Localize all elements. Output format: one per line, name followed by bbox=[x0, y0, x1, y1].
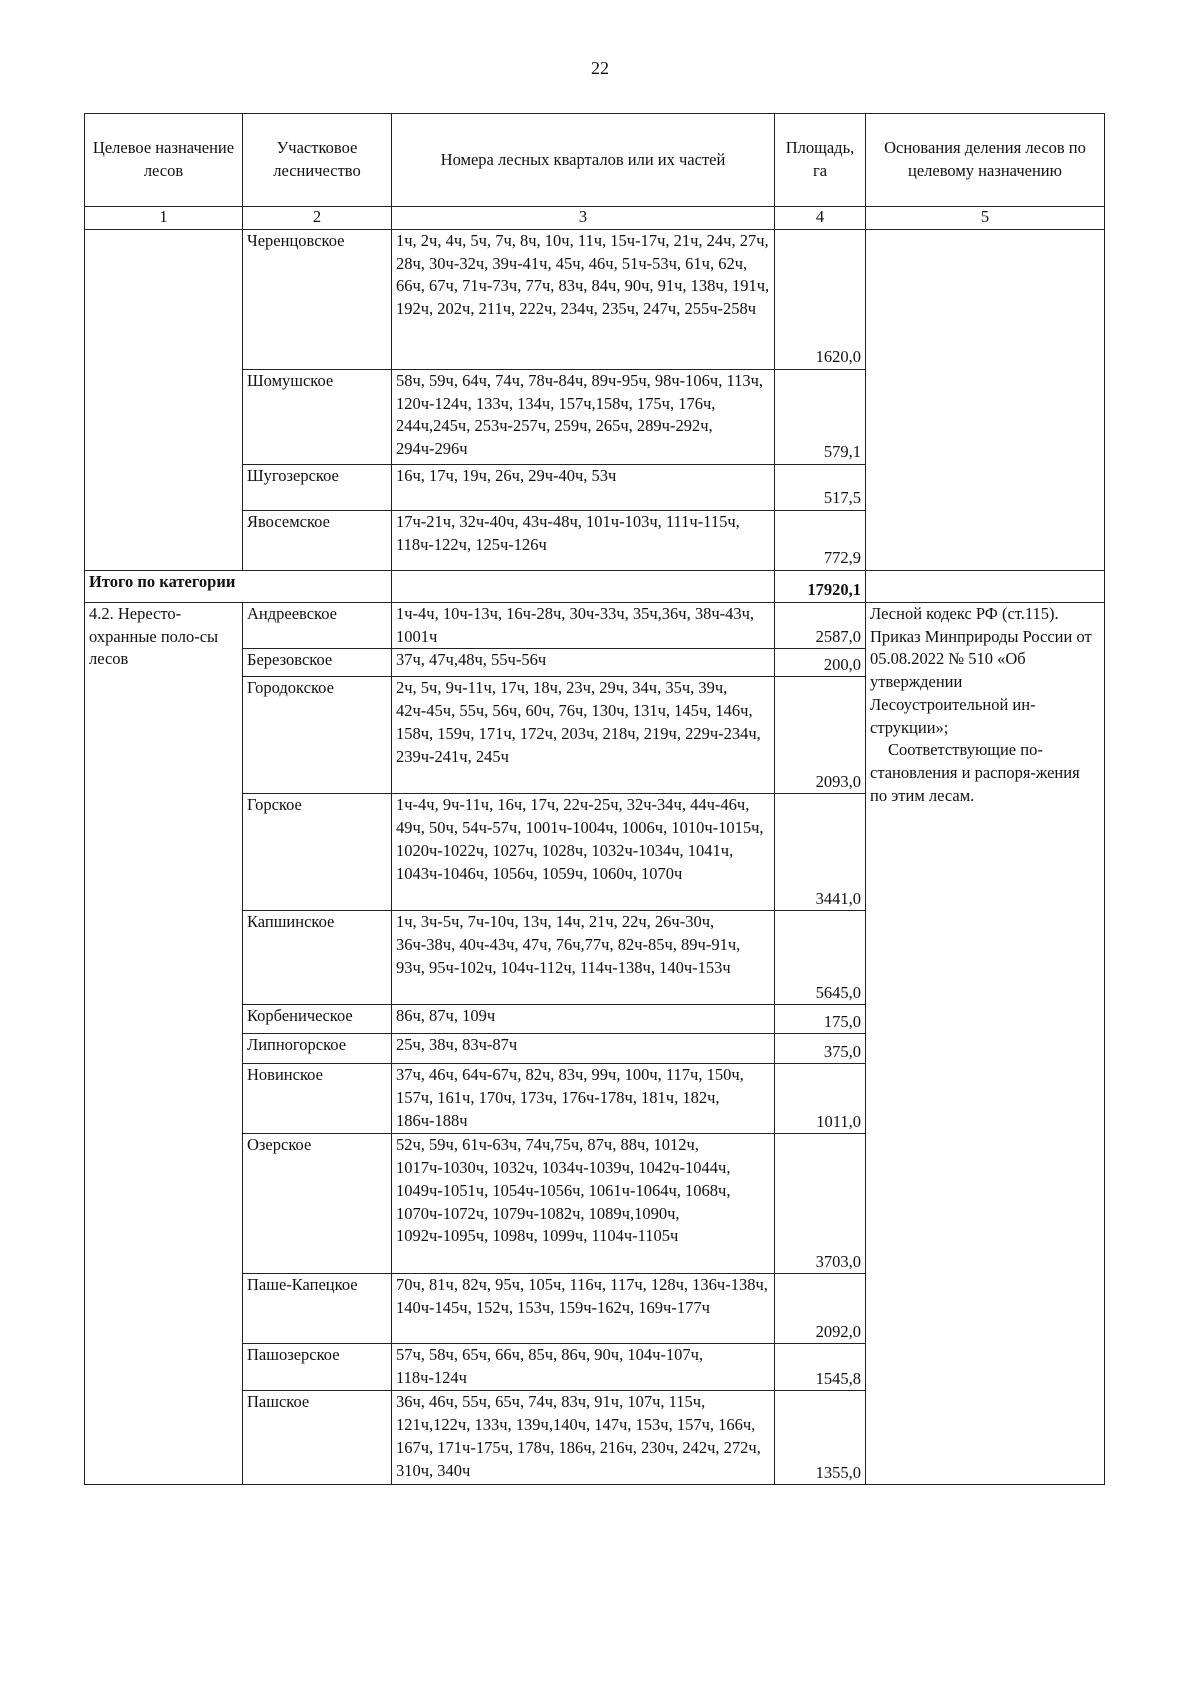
column-number: 4 bbox=[775, 207, 866, 230]
quarters-cell: 36ч, 46ч, 55ч, 65ч, 74ч, 83ч, 91ч, 107ч, 115ч, 121ч,122ч, 133ч, 139ч,140ч, 147ч, 153ч, 157ч, 166ч, 167ч, 171ч-175ч, 178ч, 186ч, 216ч, 230ч, 242ч, 272ч, 310ч, 340ч bbox=[392, 1391, 775, 1485]
district-cell: Корбеничеcкое bbox=[243, 1005, 392, 1034]
column-number: 3 bbox=[392, 207, 775, 230]
total-row bbox=[85, 571, 1105, 603]
district-cell: Андреевское bbox=[243, 603, 392, 649]
total-area: 17920,1 bbox=[775, 571, 866, 603]
area-cell: 1545,8 bbox=[775, 1344, 866, 1391]
header-quarters: Номера лесных кварталов или их частей bbox=[392, 114, 775, 207]
page-number: 22 bbox=[591, 58, 609, 78]
area-cell: 1355,0 bbox=[775, 1391, 866, 1485]
area-cell: 2587,0 bbox=[775, 603, 866, 649]
header-basis: Основания деления лесов по целевому назначению bbox=[866, 114, 1105, 207]
purpose-cell-empty bbox=[85, 230, 243, 571]
area-cell: 3441,0 bbox=[775, 794, 866, 911]
district-cell: Горское bbox=[243, 794, 392, 911]
area-cell: 2092,0 bbox=[775, 1274, 866, 1344]
quarters-cell: 1ч-4ч, 9ч-11ч, 16ч, 17ч, 22ч-25ч, 32ч-34ч, 44ч-46ч, 49ч, 50ч, 54ч-57ч, 1001ч-1004ч, 1006ч, 1010ч-1015ч, 1020ч-1022ч, 1027ч, 1028ч, 1032ч-1034ч, 1041ч, 1043ч-1046ч, 1056ч, 1059ч, 1060ч, 1070ч bbox=[392, 794, 775, 911]
area-cell: 517,5 bbox=[775, 465, 866, 511]
basis-cell-empty bbox=[866, 230, 1105, 571]
district-cell: Липногорское bbox=[243, 1034, 392, 1064]
quarters-cell: 1ч, 2ч, 4ч, 5ч, 7ч, 8ч, 10ч, 11ч, 15ч-17ч, 21ч, 24ч, 27ч, 28ч, 30ч-32ч, 39ч-41ч, 45ч, 46ч, 51ч-53ч, 61ч, 62ч, 66ч, 67ч, 71ч-73ч, 77ч, 83ч, 84ч, 90ч, 91ч, 138ч, 191ч, 192ч, 202ч, 211ч, 222ч, 234ч, 235ч, 247ч, 255ч-258ч bbox=[392, 230, 775, 370]
district-cell: Озерское bbox=[243, 1134, 392, 1274]
table-row bbox=[85, 603, 1105, 649]
district-cell: Городокское bbox=[243, 677, 392, 794]
district-cell: Пашское bbox=[243, 1391, 392, 1485]
header-area: Площадь, га bbox=[775, 114, 866, 207]
district-cell: Березовское bbox=[243, 649, 392, 677]
quarters-cell: 52ч, 59ч, 61ч-63ч, 74ч,75ч, 87ч, 88ч, 1012ч, 1017ч-1030ч, 1032ч, 1034ч-1039ч, 1042ч-1044ч, 1049ч-1051ч, 1054ч-1056ч, 1061ч-1064ч, 1068ч, 1070ч-1072ч, 1079ч-1082ч, 1089ч,1090ч, 1092ч-1095ч, 1098ч, 1099ч, 1104ч-1105ч bbox=[392, 1134, 775, 1274]
total-basis-empty bbox=[866, 571, 1105, 603]
quarters-cell: 1ч-4ч, 10ч-13ч, 16ч-28ч, 30ч-33ч, 35ч,36ч, 38ч-43ч, 1001ч bbox=[392, 603, 775, 649]
district-cell: Новинское bbox=[243, 1064, 392, 1134]
total-label: Итого по категории bbox=[85, 571, 392, 603]
column-number: 1 bbox=[85, 207, 243, 230]
area-cell: 2093,0 bbox=[775, 677, 866, 794]
district-cell: Пашозерское bbox=[243, 1344, 392, 1391]
area-cell: 772,9 bbox=[775, 511, 866, 571]
area-cell: 375,0 bbox=[775, 1034, 866, 1064]
area-cell: 1011,0 bbox=[775, 1064, 866, 1134]
quarters-cell: 70ч, 81ч, 82ч, 95ч, 105ч, 116ч, 117ч, 128ч, 136ч-138ч, 140ч-145ч, 152ч, 153ч, 159ч-162ч, 169ч-177ч bbox=[392, 1274, 775, 1344]
quarters-cell: 25ч, 38ч, 83ч-87ч bbox=[392, 1034, 775, 1064]
purpose-cell: 4.2. Нересто-охранные поло-сы лесов bbox=[85, 603, 243, 1485]
quarters-cell: 37ч, 46ч, 64ч-67ч, 82ч, 83ч, 99ч, 100ч, 117ч, 150ч, 157ч, 161ч, 170ч, 173ч, 176ч-178ч, 181ч, 182ч, 186ч-188ч bbox=[392, 1064, 775, 1134]
quarters-cell: 16ч, 17ч, 19ч, 26ч, 29ч-40ч, 53ч bbox=[392, 465, 775, 511]
area-cell: 200,0 bbox=[775, 649, 866, 677]
area-cell: 1620,0 bbox=[775, 230, 866, 370]
quarters-cell: 58ч, 59ч, 64ч, 74ч, 78ч-84ч, 89ч-95ч, 98ч-106ч, 113ч, 120ч-124ч, 133ч, 134ч, 157ч,158ч, 175ч, 176ч, 244ч,245ч, 253ч-257ч, 259ч, 265ч, 289ч-292ч, 294ч-296ч bbox=[392, 370, 775, 465]
column-number-row bbox=[85, 207, 1105, 230]
column-number: 5 bbox=[866, 207, 1105, 230]
basis-cell bbox=[866, 603, 1105, 1485]
header-row bbox=[85, 114, 1105, 207]
quarters-cell: 2ч, 5ч, 9ч-11ч, 17ч, 18ч, 23ч, 29ч, 34ч, 35ч, 39ч, 42ч-45ч, 55ч, 56ч, 60ч, 76ч, 130ч, 131ч, 145ч, 146ч, 158ч, 159ч, 171ч, 172ч, 203ч, 218ч, 219ч, 229ч-234ч, 239ч-241ч, 245ч bbox=[392, 677, 775, 794]
area-cell: 3703,0 bbox=[775, 1134, 866, 1274]
area-cell: 5645,0 bbox=[775, 911, 866, 1005]
table-row bbox=[85, 230, 1105, 370]
header-district: Участковое лесничество bbox=[243, 114, 392, 207]
quarters-cell: 86ч, 87ч, 109ч bbox=[392, 1005, 775, 1034]
quarters-cell: 37ч, 47ч,48ч, 55ч-56ч bbox=[392, 649, 775, 677]
quarters-cell: 1ч, 3ч-5ч, 7ч-10ч, 13ч, 14ч, 21ч, 22ч, 26ч-30ч, 36ч-38ч, 40ч-43ч, 47ч, 76ч,77ч, 82ч-85ч, 89ч-91ч, 93ч, 95ч-102ч, 104ч-112ч, 114ч-138ч, 140ч-153ч bbox=[392, 911, 775, 1005]
district-cell: Шугозерское bbox=[243, 465, 392, 511]
header-purpose: Целевое назначение лесов bbox=[85, 114, 243, 207]
column-number: 2 bbox=[243, 207, 392, 230]
quarters-cell: 57ч, 58ч, 65ч, 66ч, 85ч, 86ч, 90ч, 104ч-107ч, 118ч-124ч bbox=[392, 1344, 775, 1391]
area-cell: 175,0 bbox=[775, 1005, 866, 1034]
district-cell: Черенцовское bbox=[243, 230, 392, 370]
basis-order: Приказ Минприроды России от 05.08.2022 № 510 «Об утверждении Лесоустроительной ин-струкции»; bbox=[870, 626, 1092, 737]
forest-division-table bbox=[84, 113, 1105, 1485]
district-cell: Шомушское bbox=[243, 370, 392, 465]
district-cell: Капшинское bbox=[243, 911, 392, 1005]
district-cell: Явосемское bbox=[243, 511, 392, 571]
basis-resolutions: Соответствующие по-становления и распоря-жения по этим лесам. bbox=[870, 740, 1080, 805]
district-cell: Паше-Капецкое bbox=[243, 1274, 392, 1344]
area-cell: 579,1 bbox=[775, 370, 866, 465]
total-empty-cell bbox=[392, 571, 775, 603]
quarters-cell: 17ч-21ч, 32ч-40ч, 43ч-48ч, 101ч-103ч, 111ч-115ч, 118ч-122ч, 125ч-126ч bbox=[392, 511, 775, 571]
basis-forest-code: Лесной кодекс РФ (ст.115). bbox=[870, 604, 1059, 623]
